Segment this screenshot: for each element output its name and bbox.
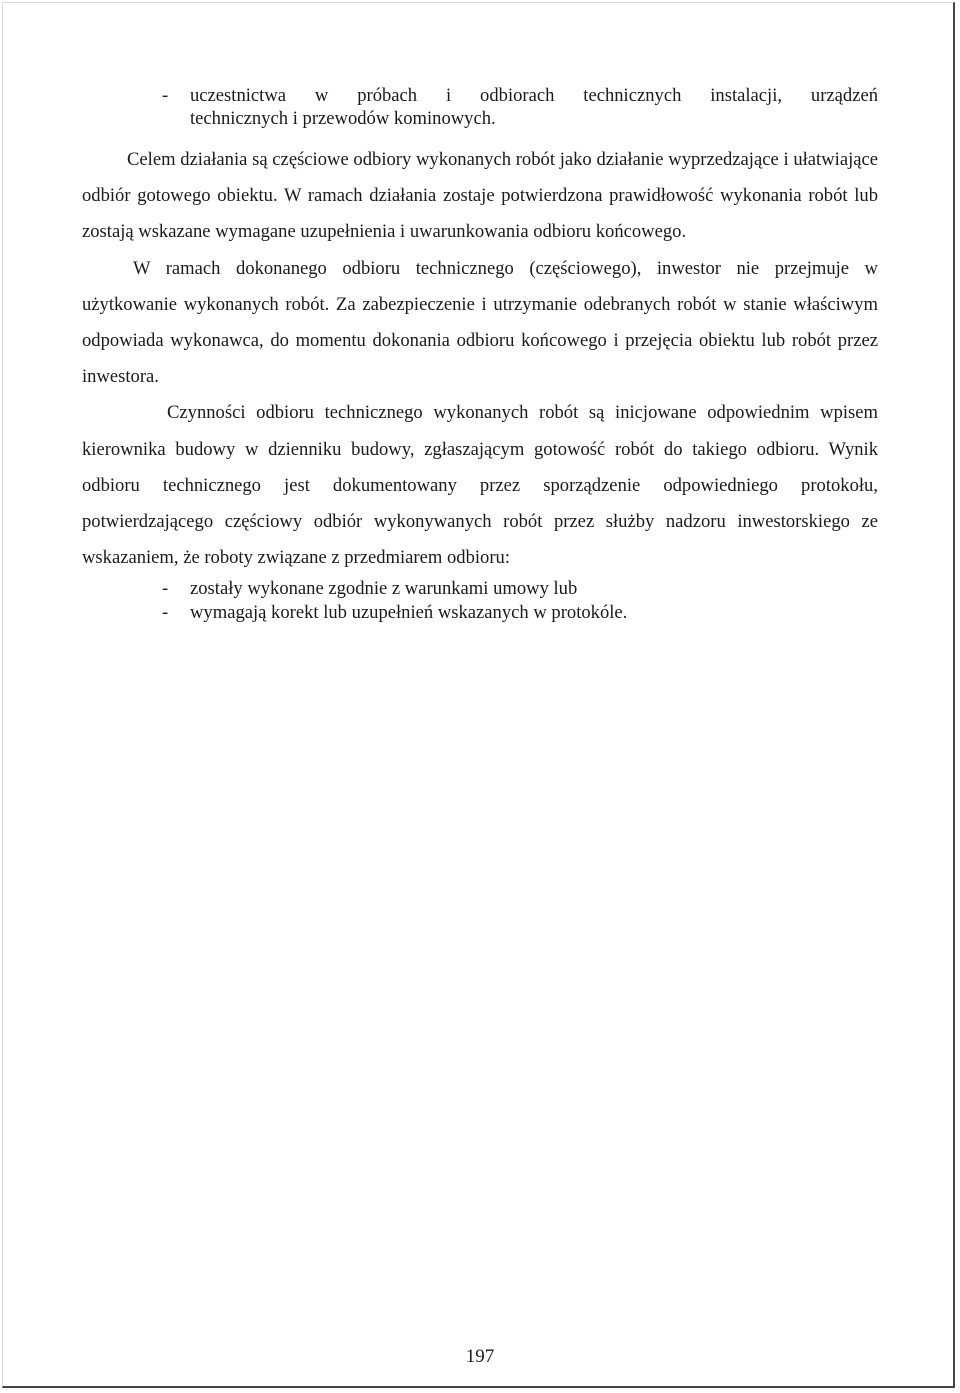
list-item (82, 577, 878, 601)
bullet-dash: - (162, 578, 169, 600)
list-item-text: wymagają korekt lub uzupełnień wskazanych w protokóle. (190, 602, 628, 624)
list-item-line-2: technicznych i przewodów kominowych. (190, 108, 496, 129)
document-body (82, 84, 878, 625)
bullet-dash: - (162, 602, 169, 624)
final-list (82, 577, 878, 625)
paragraph-2: W ramach dokonanego odbioru technicznego (częściowego), inwestor nie przejmuje w użytkowanie wykonanych robót. Za zabezpieczenie i utrzymanie odebranych robót w stanie właściwym odpowiada wykonawca, do momentu dokonania odbioru końcowego i przejęcia obiektu lub robót przez inwestora. (82, 257, 878, 388)
page-number: 197 (465, 1346, 495, 1367)
list-item-top (82, 84, 878, 130)
list-item (82, 601, 878, 625)
list-item-line-1: uczestnictwa w próbach i odbiorach technicznych instalacji, urządzeń (190, 85, 878, 106)
list-item-text (190, 84, 878, 130)
bullet-dash: - (162, 85, 169, 106)
paragraph-3: Czynności odbioru technicznego wykonanych robót są inicjowane odpowiednim wpisem kierownika budowy w dzienniku budowy, zgłaszającym gotowość robót do takiego odbioru. Wynik odbioru technicznego jest dokumentowany przez sporządzenie odpowiedniego protokołu, potwierdzającego częściowy odbiór wykonywanych robót przez służby nadzoru inwestorskiego ze wskazaniem, że roboty związane z przedmiarem odbioru: (82, 402, 878, 569)
paragraph-1: Celem działania są częściowe odbiory wykonanych robót jako działanie wyprzedzające i ułatwiające odbiór gotowego obiektu. W ramach działania zostaje potwierdzona prawidłowość wykonania robót lub zostają wskazane wymagane uzupełnienia i uwarunkowania odbioru końcowego. (82, 149, 878, 243)
list-item-text: zostały wykonane zgodnie z warunkami umowy lub (190, 578, 578, 600)
